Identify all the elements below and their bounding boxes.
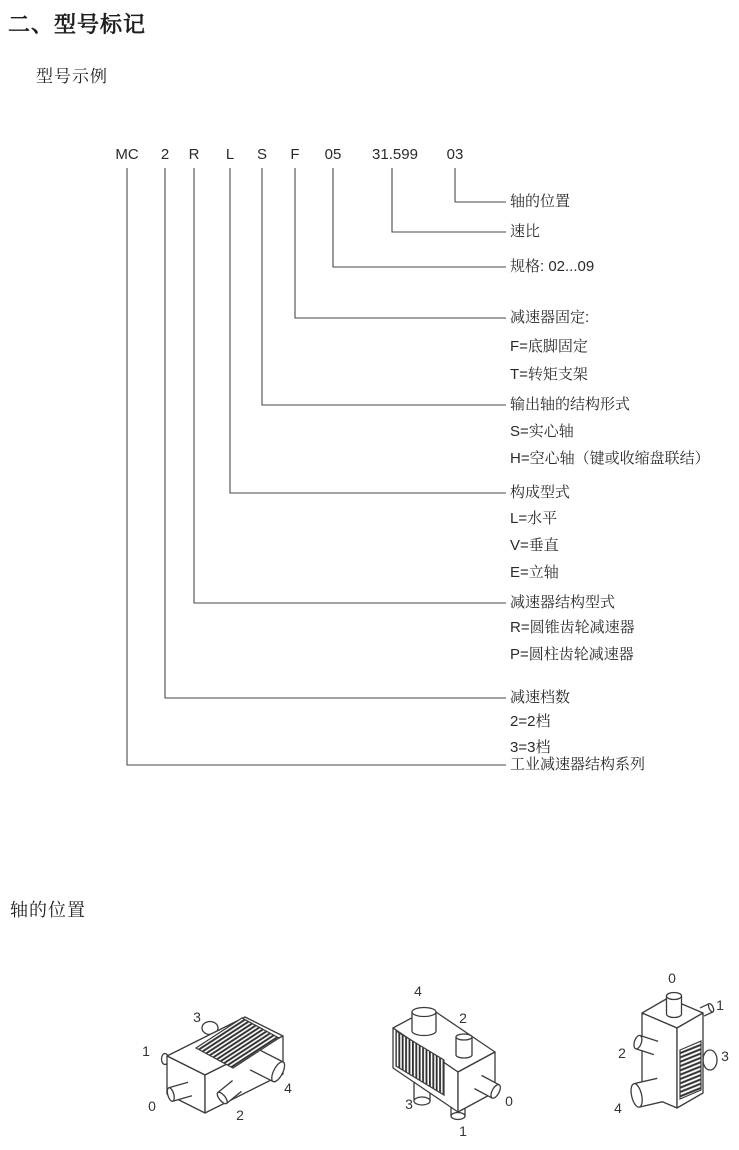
legend-gear-structure: 减速器结构型式 (510, 594, 616, 611)
model-code-segment: S (256, 146, 268, 163)
shaft-number-label: 0 (668, 970, 676, 986)
shaft-number-label: 2 (236, 1107, 244, 1123)
shaft-2 (456, 1034, 472, 1058)
model-code-segment: R (188, 146, 200, 163)
shaft-number-label: 3 (721, 1048, 729, 1064)
legend-series: 工业减速器结构系列 (510, 756, 646, 773)
shaft-position-heading: 轴的位置 (10, 900, 86, 920)
legend-configuration-option: V=垂直 (510, 537, 559, 554)
shaft-view-vertical (360, 980, 525, 1150)
shaft-number-label: 4 (614, 1100, 622, 1116)
legend-output-shaft: 输出轴的结构形式 (510, 396, 631, 413)
shaft-view-upright (598, 968, 739, 1148)
shaft-number-label: 3 (193, 1009, 201, 1025)
example-heading: 型号示例 (36, 67, 108, 86)
legend-configuration-option: E=立轴 (510, 564, 559, 581)
shaft-number-label: 4 (414, 983, 422, 999)
legend-stages-option: 2=2档 (510, 713, 551, 730)
section-title: 二、型号标记 (8, 12, 147, 37)
legend-size: 规格: 02...09 (510, 258, 595, 275)
model-code-segment: 2 (160, 146, 170, 163)
shaft-4 (412, 1008, 436, 1037)
shaft-number-label: 2 (618, 1045, 626, 1061)
shaft-0 (667, 993, 682, 1018)
legend-stages: 减速档数 (510, 689, 571, 706)
legend-mounting-option: F=底脚固定 (510, 338, 588, 355)
legend-configuration: 构成型式 (510, 484, 571, 501)
shaft-view-horizontal (130, 985, 340, 1145)
shaft-number-label: 2 (459, 1010, 467, 1026)
cooling-ribs (680, 1041, 701, 1099)
shaft-number-label: 1 (716, 997, 724, 1013)
shaft-number-label: 1 (459, 1123, 467, 1139)
shaft-4 (629, 1078, 663, 1108)
legend-gear-structure-option: P=圆柱齿轮减速器 (510, 646, 634, 663)
shaft-stub-3 (703, 1050, 717, 1070)
model-code-segment: F (290, 146, 300, 163)
legend-shaft-position: 轴的位置 (510, 193, 571, 210)
shaft-number-label: 0 (148, 1098, 156, 1114)
legend-mounting: 减速器固定: (510, 309, 590, 326)
legend-mounting-option: T=转矩支架 (510, 366, 588, 383)
model-code-segment: L (225, 146, 235, 163)
model-code-segment: 31.599 (372, 146, 418, 163)
model-code-segment: MC (115, 146, 139, 163)
legend-stages-option: 3=3档 (510, 739, 551, 756)
model-code-segment: 05 (324, 146, 342, 163)
shaft-number-label: 3 (405, 1096, 413, 1112)
shaft-number-label: 4 (284, 1080, 292, 1096)
legend-gear-structure-option: R=圆锥齿轮减速器 (510, 619, 635, 636)
shaft-number-label: 0 (505, 1093, 513, 1109)
model-code-segment: 03 (446, 146, 464, 163)
legend-speed-ratio: 速比 (510, 223, 541, 240)
shaft-number-label: 1 (142, 1043, 150, 1059)
legend-configuration-option: L=水平 (510, 510, 558, 527)
legend-output-shaft-option: S=实心轴 (510, 423, 574, 440)
legend-output-shaft-option: H=空心轴（键或收缩盘联结） (510, 450, 710, 467)
